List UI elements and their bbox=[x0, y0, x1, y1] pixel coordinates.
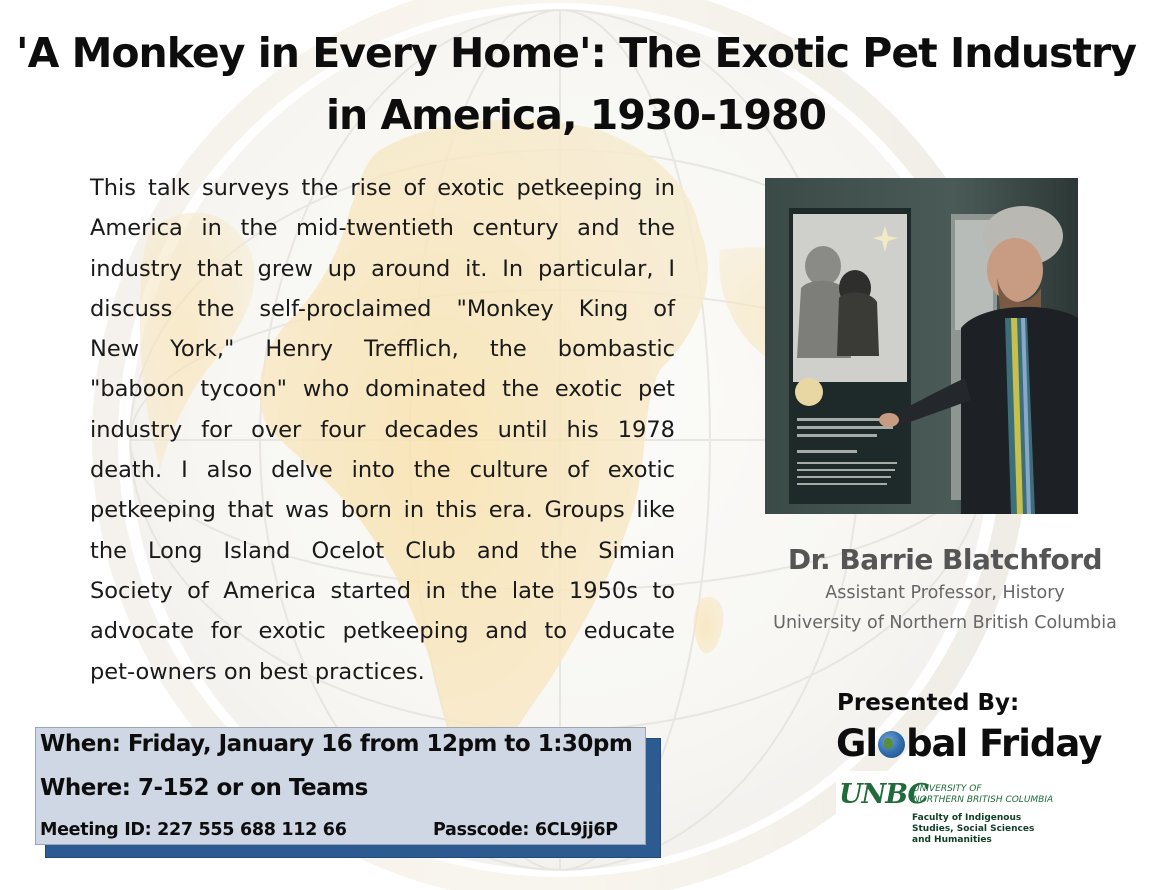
unbc-logo bbox=[836, 771, 1068, 850]
abstract-line: petkeeping that was born in this era. Groups like bbox=[90, 497, 675, 524]
meeting-id: Meeting ID: 227 555 688 112 66 bbox=[40, 820, 347, 840]
abstract-line: "baboon tycoon" who dominated the exotic pet bbox=[90, 376, 675, 403]
unbc-logo-university-line: UNIVERSITY OF bbox=[913, 784, 982, 794]
event-details-box bbox=[35, 727, 646, 845]
abstract-line: advocate for exotic petkeeping and to educate bbox=[90, 618, 675, 645]
abstract-line: pet-owners on best practices. bbox=[90, 658, 425, 685]
abstract-line: discuss the self-proclaimed "Monkey King of bbox=[90, 295, 675, 322]
talk-abstract bbox=[90, 168, 675, 692]
unbc-logo-faculty-line: and Humanities bbox=[912, 835, 992, 845]
speaker-university: University of Northern British Columbia bbox=[773, 613, 1117, 633]
unbc-logo-university bbox=[913, 784, 1053, 806]
unbc-logo-university-line: NORTHERN BRITISH COLUMBIA bbox=[913, 795, 1054, 805]
event-title-line-2: in America, 1930-1980 bbox=[325, 91, 827, 139]
unbc-logo-faculty-line: Faculty of Indigenous bbox=[912, 813, 1022, 823]
meeting-passcode: Passcode: 6CL9jj6P bbox=[433, 820, 618, 840]
abstract-line: death. I also delve into the culture of exotic bbox=[90, 457, 675, 484]
abstract-line: the Long Island Ocelot Club and the Simian bbox=[90, 537, 675, 564]
abstract-line: industry for over four decades until his 1978 bbox=[90, 416, 675, 443]
unbc-logo-mark: UNBC bbox=[839, 779, 929, 810]
abstract-line: America in the mid-twentieth century and the bbox=[90, 215, 675, 242]
organizer-name-suffix: bal Friday bbox=[906, 722, 1102, 765]
abstract-line: Society of America started in the late 1950s to bbox=[90, 577, 675, 604]
abstract-line: New York," Henry Trefflich, the bombastic bbox=[90, 336, 675, 363]
event-where: Where: 7-152 or on Teams bbox=[40, 775, 368, 801]
abstract-line: This talk surveys the rise of exotic petkeeping in bbox=[90, 175, 675, 201]
unbc-logo-faculty-line: Studies, Social Sciences bbox=[912, 824, 1035, 834]
presented-by-label: Presented By: bbox=[837, 690, 1020, 716]
speaker-photo-illustration bbox=[765, 178, 1078, 514]
globe-icon bbox=[878, 731, 905, 758]
event-when: When: Friday, January 16 from 12pm to 1:30pm bbox=[40, 731, 633, 757]
organizer-name bbox=[836, 722, 1101, 765]
event-title bbox=[0, 22, 1152, 146]
event-title-line-1: 'A Monkey in Every Home': The Exotic Pet Industry bbox=[16, 29, 1136, 77]
abstract-line: industry that grew up around it. In particular, I bbox=[90, 255, 675, 282]
speaker-photo bbox=[765, 178, 1078, 514]
speaker-name: Dr. Barrie Blatchford bbox=[787, 543, 1103, 576]
organizer-name-prefix: Gl bbox=[836, 722, 878, 765]
unbc-logo-faculty bbox=[912, 813, 1034, 846]
speaker-role: Assistant Professor, History bbox=[825, 583, 1065, 603]
